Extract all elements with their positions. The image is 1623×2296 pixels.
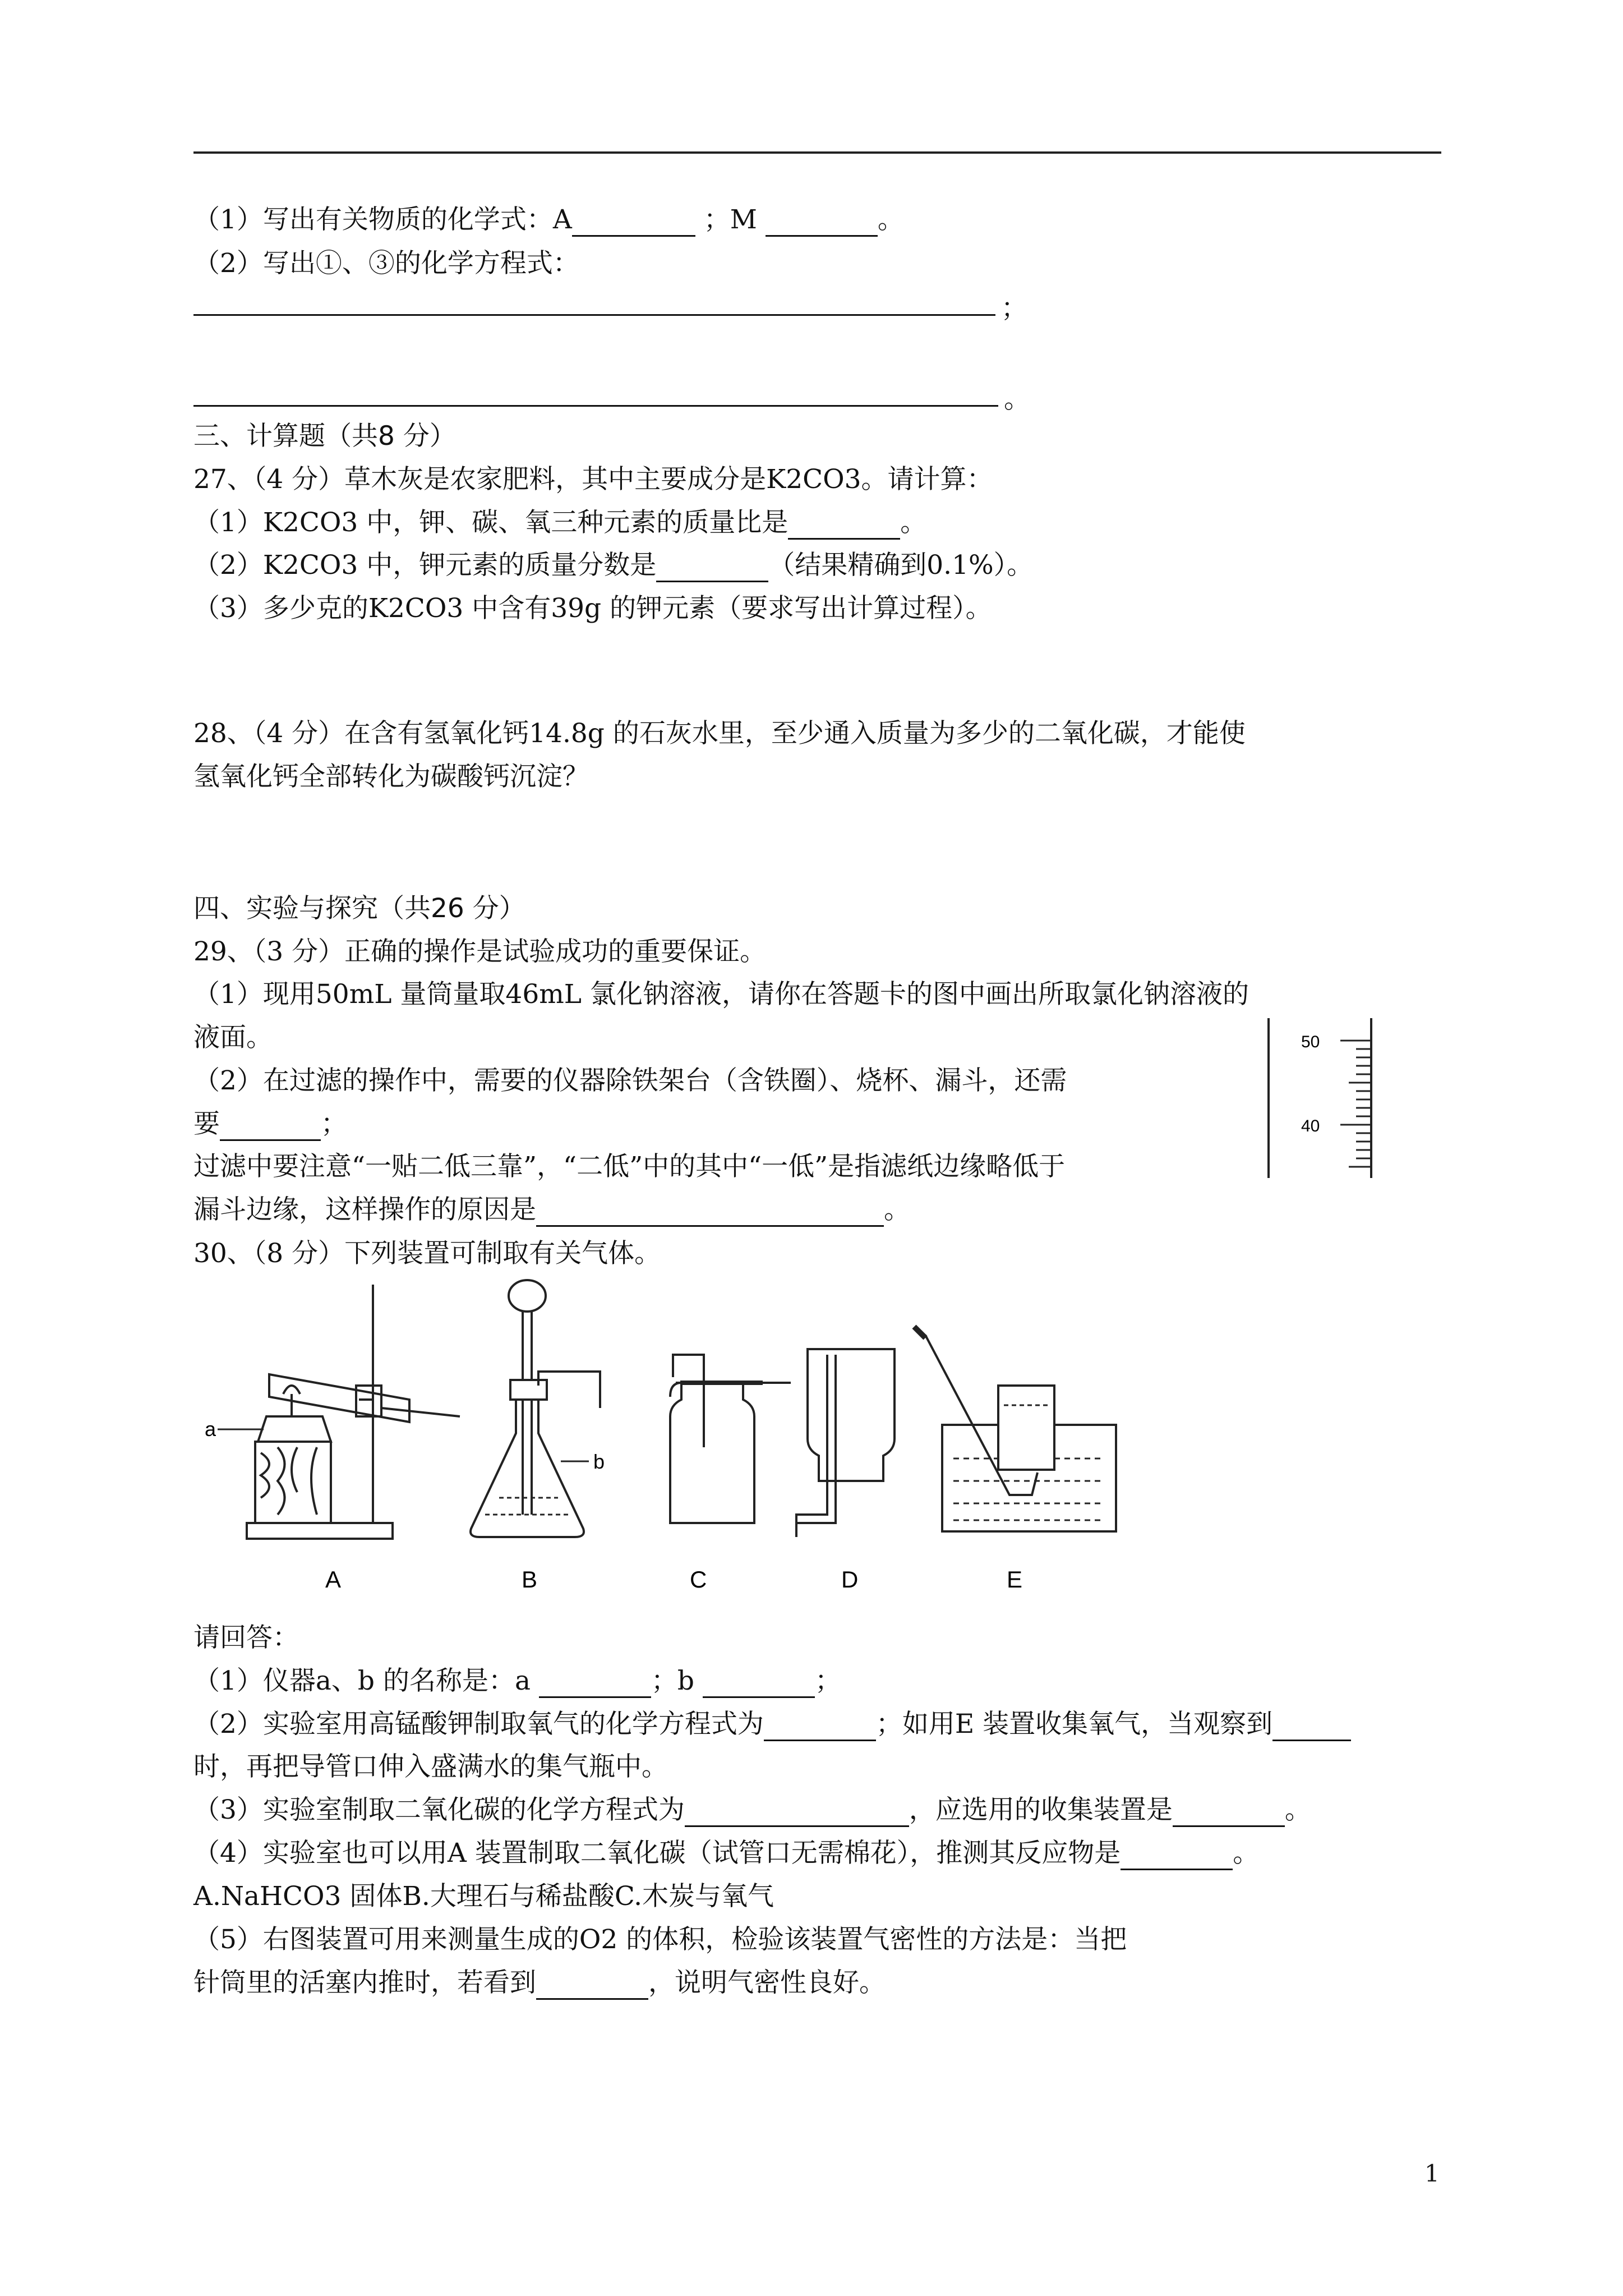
q29-text: 漏斗边缘，这样操作的原因是 [193, 1194, 536, 1225]
q29-text: 要 [193, 1108, 220, 1139]
q30-part1-text: （1）仪器a、b 的名称是：a [193, 1665, 531, 1696]
q30-part5-line1: （5）右图装置可用来测量生成的O2 的体积，检验该装置气密性的方法是：当把 [193, 1924, 1127, 1955]
q30-part3 [193, 1793, 1311, 1827]
answer-blank-kmno4-equation[interactable] [764, 1714, 876, 1741]
answer-blank-collector[interactable] [1173, 1800, 1285, 1827]
q30-stem: 30、（8 分）下列装置可制取有关气体。 [193, 1238, 661, 1269]
q30-part5-end: ，说明气密性良好。 [648, 1967, 886, 1998]
answer-blank-b-name[interactable] [703, 1671, 815, 1698]
answer-blank-reason[interactable] [536, 1199, 884, 1227]
answer-blank-reactant[interactable] [1121, 1843, 1233, 1870]
q26-part1-m: ；M [703, 204, 757, 235]
q30-part5-line2 [193, 1966, 886, 2000]
q29-part1-line2: 液面。 [193, 1022, 273, 1053]
q30-part5-text: 针筒里的活塞内推时，若看到 [193, 1967, 536, 1998]
punct-period: 。 [1004, 384, 1030, 415]
answer-blank-a[interactable] [572, 209, 695, 237]
q27-part2-text: （2）K2CO3 中，钾元素的质量分数是 [193, 550, 657, 581]
q27-part3: （3）多少克的K2CO3 中含有39g 的钾元素（要求写出计算过程）。 [193, 593, 992, 624]
q30-options: A.NaHCO3 固体B.大理石与稀盐酸C.木炭与氧气 [193, 1881, 774, 1912]
cylinder-scale-ticks [1340, 1041, 1371, 1167]
q30-part1-b: ；b [651, 1665, 695, 1696]
q26-part2: （2）写出①、③的化学方程式： [193, 248, 579, 279]
q30-part1 [193, 1664, 841, 1698]
caption-E: E [1007, 1566, 1023, 1593]
punct: 。 [1284, 1795, 1311, 1825]
answer-blank-observation[interactable] [536, 1972, 648, 2000]
q29-part2-line2 [193, 1107, 347, 1141]
apparatus-c [670, 1355, 791, 1523]
q27-part1 [193, 506, 926, 540]
q27-part2-end: （结果精确到0.1%）。 [768, 550, 1034, 581]
apparatus-e [914, 1327, 1116, 1531]
q30-part2-line1 [193, 1708, 1351, 1741]
cylinder-label-40: 40 [1301, 1117, 1320, 1135]
q29-part2-line1: （2）在过滤的操作中，需要的仪器除铁架台（含铁圈）、烧杯、漏斗，还需 [193, 1065, 1067, 1096]
q27-part2 [193, 549, 1033, 582]
q29-part2-line4 [193, 1193, 910, 1227]
apparatus-b [471, 1280, 600, 1537]
answer-blank-co2-equation[interactable] [685, 1800, 909, 1827]
q26-part1-text: （1）写出有关物质的化学式：A [193, 204, 572, 235]
equation-line-2[interactable] [193, 405, 998, 407]
punct: 。 [1233, 1838, 1260, 1869]
q26-part1 [193, 203, 904, 237]
q27-stem: 27、（4 分）草木灰是农家肥料，其中主要成分是K2CO3。请计算： [193, 464, 993, 495]
q30-part4 [193, 1837, 1259, 1870]
apparatus-d [796, 1349, 895, 1537]
caption-B: B [522, 1566, 538, 1593]
punct: ； [321, 1108, 347, 1139]
cylinder-label-50: 50 [1301, 1033, 1320, 1051]
q30-part4-text: （4）实验室也可以用A 装置制取二氧化碳（试管口无需棉花），推测其反应物是 [193, 1838, 1121, 1869]
q30-part3-text: （3）实验室制取二氧化碳的化学方程式为 [193, 1795, 685, 1825]
q29-stem: 29、（3 分）正确的操作是试验成功的重要保证。 [193, 936, 767, 967]
answer-blank-instrument[interactable] [220, 1114, 321, 1141]
section-4-title: 四、实验与探究（共26 分） [193, 893, 525, 924]
punct: ； [814, 1665, 841, 1696]
q30-part2-text: （2）实验室用高锰酸钾制取氧气的化学方程式为 [193, 1709, 764, 1740]
apparatus-figure [202, 1273, 1166, 1610]
q29-part2-line3: 过滤中要注意“一贴二低三靠”，“二低”中的其中“一低”是指滤纸边缘略低于 [193, 1151, 1066, 1182]
caption-A: A [325, 1566, 342, 1593]
apparatus-a [218, 1285, 460, 1539]
graduated-cylinder-figure[interactable] [1256, 1015, 1385, 1184]
answer-blank-observe[interactable] [1272, 1714, 1351, 1741]
answer-blank-ratio[interactable] [788, 512, 900, 540]
q28-line2: 氢氧化钙全部转化为碳酸钙沉淀？ [193, 761, 589, 792]
caption-D: D [841, 1566, 859, 1593]
equation-line-1[interactable] [193, 314, 995, 316]
q30-ask: 请回答： [193, 1622, 299, 1653]
label-b: b [593, 1450, 605, 1473]
q30-part3-mid: ，应选用的收集装置是 [909, 1795, 1173, 1825]
header-rule [193, 151, 1441, 154]
punct-semi: ； [1001, 293, 1027, 324]
q27-part1-text: （1）K2CO3 中，钾、碳、氧三种元素的质量比是 [193, 507, 789, 538]
caption-C: C [690, 1566, 707, 1593]
punct: 。 [900, 507, 927, 538]
section-3-title: 三、计算题（共8 分） [193, 421, 456, 452]
q30-part2-mid: ；如用E 装置收集氧气，当观察到 [875, 1709, 1273, 1740]
q30-part2-line2: 时，再把导管口伸入盛满水的集气瓶中。 [193, 1751, 668, 1782]
punct: 。 [877, 204, 904, 235]
q29-part1-line1: （1）现用50mL 量筒量取46mL 氯化钠溶液，请你在答题卡的图中画出所取氯化钠溶液的 [193, 979, 1249, 1010]
answer-blank-m[interactable] [766, 209, 878, 237]
page-number: 1 [1424, 2160, 1440, 2187]
answer-blank-a-name[interactable] [539, 1671, 651, 1698]
punct: 。 [884, 1194, 910, 1225]
q28-line1: 28、（4 分）在含有氢氧化钙14.8g 的石灰水里，至少通入质量为多少的二氧化碳，才能使 [193, 718, 1246, 749]
answer-blank-fraction[interactable] [656, 555, 768, 582]
label-a: a [205, 1418, 216, 1441]
